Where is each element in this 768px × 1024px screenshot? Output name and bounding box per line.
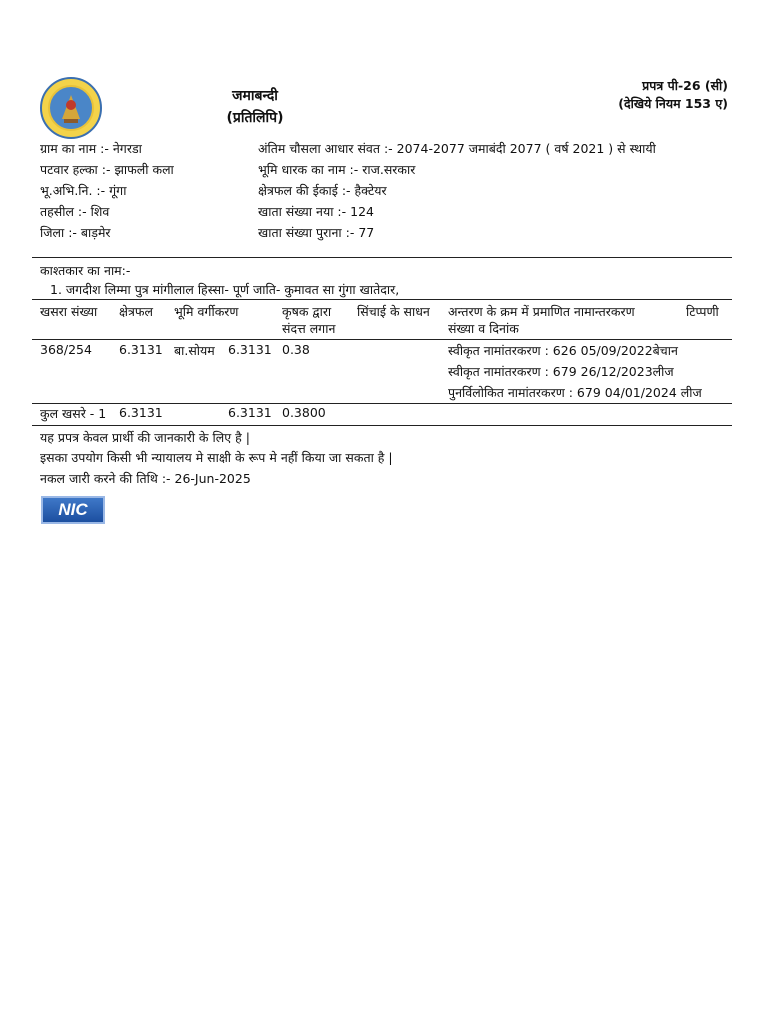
page-title: जमाबन्दी	[232, 88, 278, 104]
divider	[32, 257, 732, 258]
header-irrigation: सिंचाई के साधन	[357, 304, 430, 319]
khata-old: खाता संख्या पुराना :- 77	[258, 225, 375, 240]
area-unit: क्षेत्रफल की ईकाई :- हैक्टेयर	[258, 183, 387, 198]
footer-note: यह प्रपत्र केवल प्रार्थी की जानकारी के लिए है |	[40, 430, 250, 445]
cultivator-entry: 1. जगदीश लिम्मा पुत्र मांगीलाल हिस्सा- पूर्ण जाति- कुमावत सा गुंगा खातेदार,	[50, 282, 400, 297]
mutation-entry: स्वीकृत नामांतरकरण : 679 26/12/2023लीज	[448, 364, 674, 379]
cell-class-area: 6.3131	[228, 342, 272, 357]
footer-note: इसका उपयोग किसी भी न्यायालय मे साक्षी के रूप मे नहीं किया जा सकता है |	[40, 450, 393, 465]
khata-new: खाता संख्या नया :- 124	[258, 204, 374, 219]
cell-area: 6.3131	[119, 342, 163, 357]
header-khasra: खसरा संख्या	[40, 304, 98, 319]
form-number: प्रपत्र पी-26 (सी)	[642, 78, 728, 93]
header-mutation-line2: संख्या व दिनांक	[448, 321, 519, 336]
header-mutation-line1: अन्तरण के क्रम में प्रमाणित नामान्तरकरण	[448, 304, 635, 319]
divider	[32, 425, 732, 426]
revenue-seal-icon	[40, 77, 102, 139]
total-area: 6.3131	[119, 405, 163, 420]
total-class-area: 6.3131	[228, 405, 272, 420]
header-classification: भूमि वर्गीकरण	[174, 304, 239, 319]
cultivator-label: काश्तकार का नाम:-	[40, 263, 131, 278]
rule-reference: (देखिये नियम 153 ए)	[618, 96, 728, 111]
header-remarks: टिप्पणी	[686, 304, 719, 319]
land-record-inspector: भू.अभि.नि. :- गूंगा	[40, 183, 127, 198]
district: जिला :- बाड़मेर	[40, 225, 111, 240]
landholder-name: भूमि धारक का नाम :- राज.सरकार	[258, 162, 416, 177]
header-rent-line2: संदत्त लगान	[282, 321, 336, 336]
mutation-entry: पुनर्विलोकित नामांतरकरण : 679 04/01/2024 लीज	[448, 385, 702, 400]
issue-date: नकल जारी करने की तिथि :- 26-Jun-2025	[40, 471, 251, 486]
patwar-halka: पटवार हल्का :- झाफली कला	[40, 162, 174, 177]
tehsil: तहसील :- शिव	[40, 204, 110, 219]
cell-rent: 0.38	[282, 342, 310, 357]
nic-logo: NIC	[41, 496, 105, 524]
mutation-entry: स्वीकृत नामांतरकरण : 626 05/09/2022बेचान	[448, 343, 678, 358]
cell-khasra: 368/254	[40, 342, 92, 357]
divider	[32, 403, 732, 404]
header-area: क्षेत्रफल	[119, 304, 153, 319]
village-name: ग्राम का नाम :- नेगरडा	[40, 141, 142, 156]
total-rent: 0.3800	[282, 405, 326, 420]
page-subtitle: (प्रतिलिपि)	[226, 110, 284, 126]
settlement-basis: अंतिम चौसला आधार संवत :- 2074-2077 जमाबंदी 2077 ( वर्ष 2021 ) से स्थायी	[258, 141, 656, 156]
total-label: कुल खसरे - 1	[40, 406, 107, 421]
divider	[32, 299, 732, 300]
divider	[32, 339, 732, 340]
header-rent-line1: कृषक द्वारा	[282, 304, 332, 319]
cell-class-name: बा.सोयम	[174, 343, 215, 358]
